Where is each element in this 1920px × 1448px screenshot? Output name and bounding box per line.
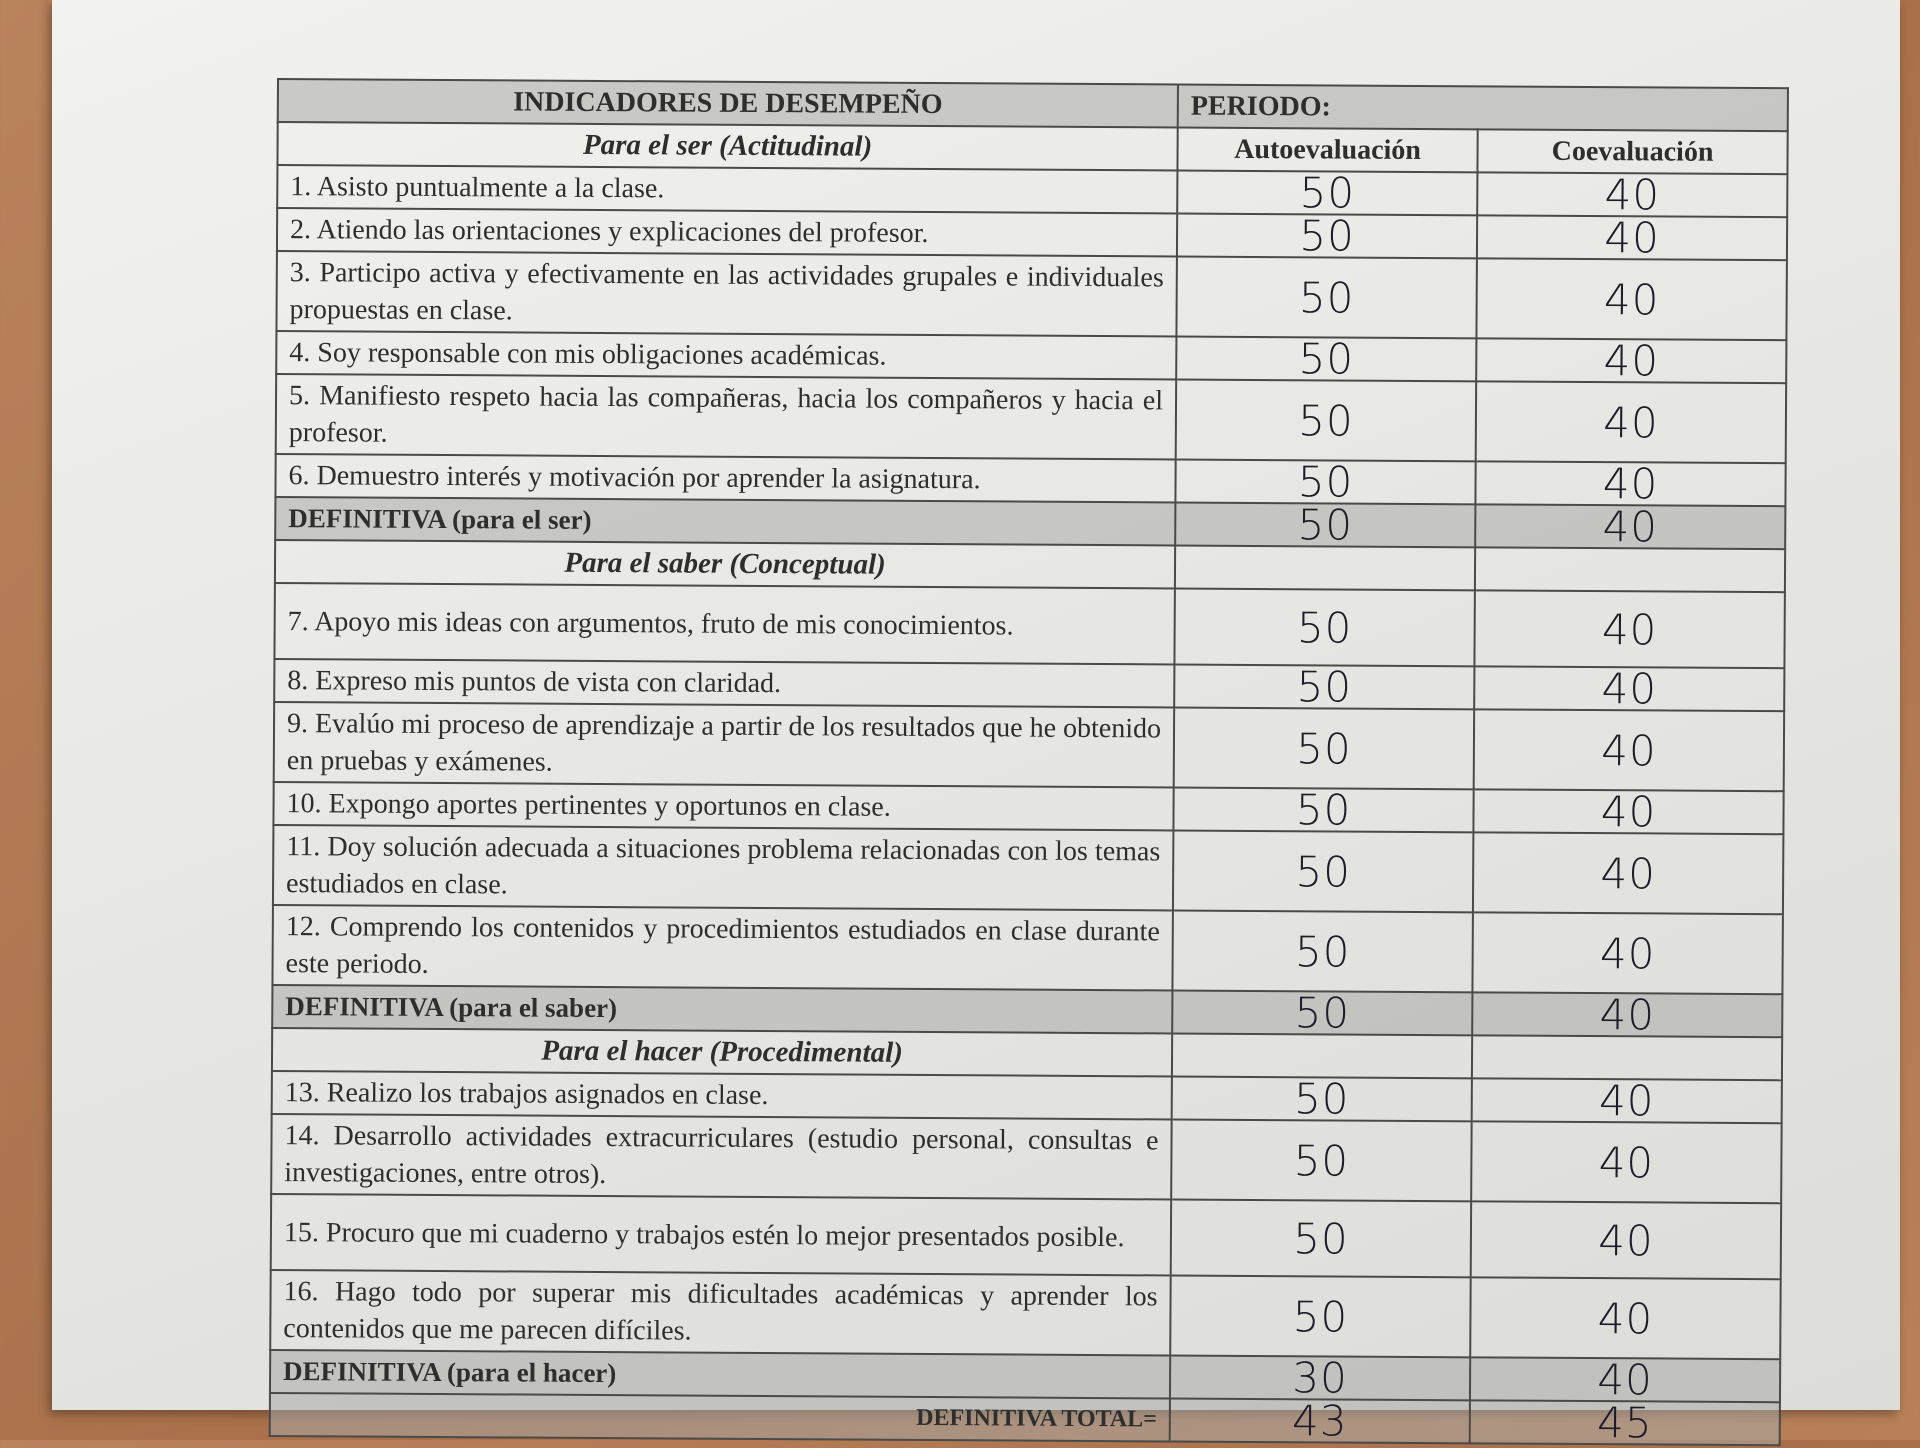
indicator-text: 4. Soy responsable con mis obligaciones académicas. (276, 331, 1176, 379)
co-score: 40 (1470, 1277, 1780, 1359)
definitiva-label: DEFINITIVA (para el saber) (272, 985, 1172, 1033)
indicator-text: 8. Expreso mis puntos de vista con claridad. (274, 659, 1174, 707)
coevaluacion-header: Coevaluación (1477, 129, 1787, 174)
auto-score: 50 (1177, 171, 1477, 216)
auto-score: 50 (1174, 588, 1474, 666)
indicator-text: 16. Hago todo por superar mis dificultades académicas y aprender los contenidos que me parecen difíciles. (270, 1270, 1170, 1355)
table-row (274, 702, 1784, 791)
indicator-text: 13. Realizo los trabajos asignados en clase. (272, 1071, 1172, 1119)
co-score: 40 (1472, 1078, 1782, 1123)
co-score: 40 (1472, 912, 1782, 994)
table-row (274, 583, 1784, 668)
auto-score: 50 (1175, 459, 1475, 504)
indicator-text: 12. Comprendo los contenidos y procedimientos estudiados en clase durante este periodo. (272, 905, 1172, 990)
co-score: 40 (1473, 832, 1783, 914)
auto-score: 30 (1170, 1355, 1470, 1400)
empty-cell (1475, 547, 1785, 592)
auto-score: 50 (1171, 1199, 1471, 1277)
definitiva-label: DEFINITIVA (para el hacer) (270, 1350, 1170, 1398)
indicator-text: 3. Participo activa y efectivamente en las actividades grupales e individuales propuestas en clase. (276, 251, 1176, 336)
auto-score: 50 (1172, 910, 1472, 992)
auto-total-score: 43 (1170, 1398, 1470, 1443)
co-score: 40 (1477, 172, 1787, 217)
table-row (276, 374, 1786, 463)
indicator-text: 1. Asisto puntualmente a la clase. (277, 165, 1177, 213)
section-title-hacer: Para el hacer (Procedimental) (272, 1028, 1172, 1076)
co-score: 40 (1476, 381, 1786, 463)
indicator-text: 2. Atiendo las orientaciones y explicaciones del profesor. (277, 208, 1177, 256)
co-score: 40 (1473, 789, 1783, 834)
co-score: 40 (1471, 1201, 1781, 1279)
empty-cell (1172, 1033, 1472, 1078)
auto-score: 50 (1176, 257, 1476, 339)
indicator-text: 9. Evalúo mi proceso de aprendizaje a partir de los resultados que he obtenido en pruebas y exámenes. (274, 702, 1174, 787)
table-row (276, 251, 1786, 340)
co-score: 40 (1470, 1357, 1780, 1402)
autoevaluacion-header: Autoevaluación (1177, 128, 1477, 173)
table-row (272, 905, 1782, 994)
indicator-text: 15. Procuro que mi cuaderno y trabajos estén lo mejor presentados posible. (271, 1194, 1171, 1275)
indicator-text: 7. Apoyo mis ideas con argumentos, fruto de mis conocimientos. (274, 583, 1174, 664)
co-score: 40 (1472, 992, 1782, 1037)
auto-score: 50 (1176, 379, 1476, 461)
auto-score: 50 (1173, 787, 1473, 832)
auto-score: 50 (1170, 1275, 1470, 1357)
section-title-saber: Para el saber (Conceptual) (275, 540, 1175, 588)
table-row (271, 1194, 1781, 1279)
co-score: 40 (1474, 590, 1784, 668)
auto-score: 50 (1174, 664, 1474, 709)
co-total-score: 45 (1470, 1400, 1780, 1445)
co-score: 40 (1471, 1121, 1781, 1203)
empty-cell (1175, 545, 1475, 590)
co-score: 40 (1476, 338, 1786, 383)
auto-score: 50 (1172, 990, 1472, 1035)
auto-score: 50 (1172, 1076, 1472, 1121)
period-header: PERIODO: (1178, 85, 1788, 132)
indicator-text: 10. Expongo aportes pertinentes y oportunos en clase. (273, 782, 1173, 830)
definitiva-label: DEFINITIVA (para el ser) (275, 497, 1175, 545)
auto-score: 50 (1177, 214, 1477, 259)
paper-sheet (52, 0, 1900, 1448)
co-score: 40 (1475, 504, 1785, 549)
section-title-ser: Para el ser (Actitudinal) (277, 122, 1177, 170)
indicator-text: 11. Doy solución adecuada a situaciones problema relacionadas con los temas estudiados en clase. (273, 825, 1173, 910)
table-row (270, 1270, 1780, 1359)
table-row (273, 825, 1783, 914)
auto-score: 50 (1176, 336, 1476, 381)
indicators-header: INDICADORES DE DESEMPEÑO (278, 79, 1178, 127)
co-score: 40 (1475, 461, 1785, 506)
auto-score: 50 (1173, 830, 1473, 912)
evaluation-table (269, 78, 1789, 1446)
co-score: 40 (1476, 258, 1786, 340)
definitiva-total-row (270, 1393, 1780, 1445)
indicator-text: 6. Demuestro interés y motivación por aprender la asignatura. (275, 454, 1175, 502)
auto-score: 50 (1174, 707, 1474, 789)
co-score: 40 (1474, 709, 1784, 791)
auto-score: 50 (1171, 1119, 1471, 1201)
co-score: 40 (1477, 215, 1787, 260)
definitiva-total-label: DEFINITIVA TOTAL= (270, 1393, 1170, 1441)
co-score: 40 (1474, 666, 1784, 711)
table-row (271, 1114, 1781, 1203)
indicator-text: 14. Desarrollo actividades extracurriculares (estudio personal, consultas e investigaciones, entre otros). (271, 1114, 1171, 1199)
empty-cell (1472, 1035, 1782, 1080)
indicator-text: 5. Manifiesto respeto hacia las compañeras, hacia los compañeros y hacia el profesor. (276, 374, 1176, 459)
auto-score: 50 (1175, 502, 1475, 547)
